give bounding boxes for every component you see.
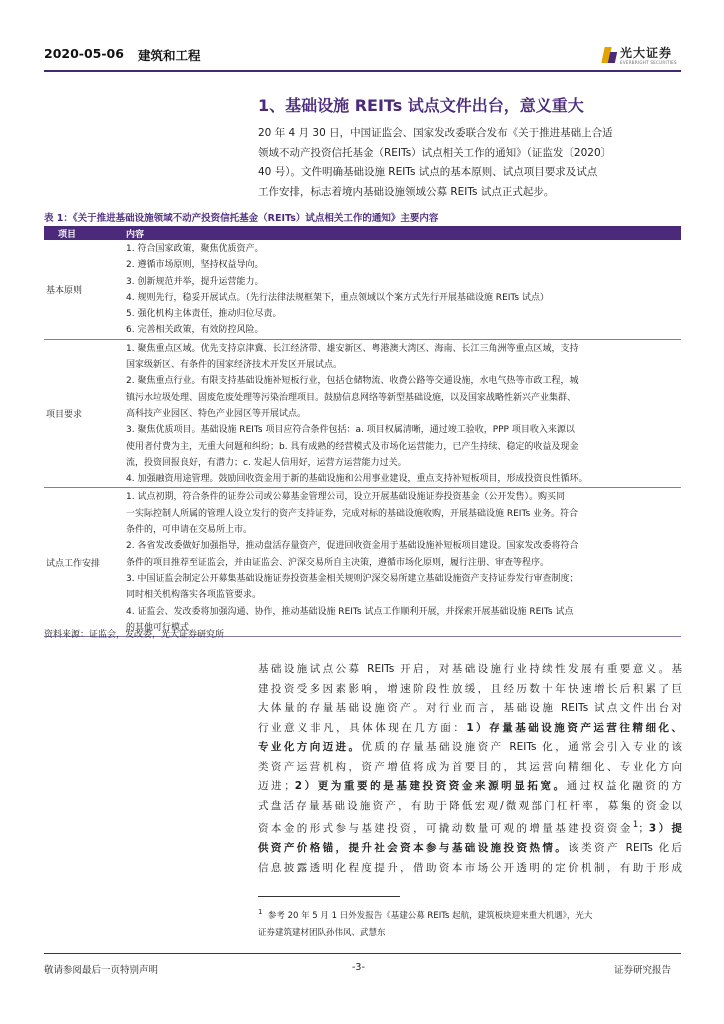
body-line: 大体量的存量基础设施资产。对行业而言，基础设施 REITs 试点文件出台对 [258, 702, 682, 714]
footer-disclaimer: 敬请参阅最后一页特别声明 [44, 965, 159, 976]
content-line: 使用者付费为主，无重大问题和纠纷；b. 具有成熟的经营模式及市场化运营能力，已产生持续、稳定的收益及现金 [126, 441, 579, 452]
content-line: 4. 证监会、发改委将加强沟通、协作，推动基础设施 REITs 试点工作顺利开展，并探索开展基础设施 REITs 试点 [126, 606, 574, 617]
content-line: 2. 各省发改委做好加强指导，推动盘活存量资产，促进回收资金用于基础设施补短板项目建设。国家发改委将符合 [126, 541, 579, 552]
content-line: 高科技产业园区、特色产业园区等开展试点。 [126, 408, 307, 419]
content-line: 2. 聚焦重点行业。有限支持基础设施补短板行业，包括仓储物流、收费公路等交通设施，水电气热等市政工程，城 [126, 376, 579, 387]
body-line: 行业意义非凡，具体体现在几方面：1）存量基础设施资产运营往精细化、 [258, 721, 682, 734]
body-line: 供资产价格锚，提升社会资本参与基础设施投资热情。该类资产 REITs 化后 [258, 842, 682, 854]
report-date: 2020-05-06 [44, 46, 124, 61]
intro-line: 40 号）。文件明确基础设施 REITs 试点的基本原则、试点项目要求及试点 [258, 166, 598, 179]
body-line: 基础设施试点公募 REITs 开启，对基础设施行业持续性发展有重要意义。基 [258, 663, 682, 675]
row-content [124, 488, 681, 636]
table-row [44, 488, 681, 637]
content-line: 的其他可行模式 [126, 622, 190, 633]
footnote-text-cont: 证券建筑建材团队孙伟风、武慧东 [258, 927, 386, 938]
content-line: 一实际控制人所属的管理人设立发行的资产支持证券，完成对标的基础设施收购，开展基础设施 REITs 业务。符合 [126, 508, 579, 519]
header-cell-content: 内容 [126, 229, 145, 240]
row-content [124, 240, 681, 339]
footnote-number: 1 [258, 908, 263, 916]
content-line: 流，投资回报良好，有潜力；c. 发起人信用好，运营方运营能力过关。 [126, 457, 407, 468]
bold-point-2: 2）更为重要的是基建投资资金来源明显拓宽。 [294, 780, 567, 792]
content-line: 6. 完善相关政策，有效防控风险。 [126, 325, 264, 336]
footer-divider [44, 953, 681, 954]
table-source-note: 资料来源：证监会，发改委，光大证券研究所 [44, 630, 225, 640]
footer-doc-type: 证券研究报告 [614, 965, 672, 976]
body-line: 专业化方向迈进。优质的存量基础设施资产 REITs 化，通常会引入专业的该 [258, 741, 682, 753]
body-line: 建投资受多因素影响，增速阶段性放缓，且经历数十年快速增长后积累了巨 [258, 682, 682, 695]
logo-english-text: EVERBRIGHT SECURITIES [620, 60, 677, 65]
body-line: 资本金的形式参与基建投资，可撬动数量可观的增量基建投资资金$^1$；3）提 [258, 820, 682, 835]
body-line: 类资产运营机构，资产增值将成为首要目的，其运营向精细化、专业化方向 [258, 760, 682, 773]
content-line: 4. 加强融资用途管理。鼓励回收资金用于新的基础设施和公用事业建设，重点支持补短板项目，形成投资良性循环。 [126, 474, 588, 485]
content-line: 4. 规则先行，稳妥开展试点。（先行法律法规框架下，重点领域以个案方式先行开展基础设施 REITs 试点） [126, 292, 549, 303]
content-line: 2. 遵循市场原则，坚持权益导向。 [126, 260, 264, 271]
body-line: 式盘活存量基础设施资产，有助于降低宏观/微观部门杠杆率，募集的资金以 [258, 799, 682, 812]
report-header [44, 46, 200, 64]
table-row [44, 340, 681, 489]
footnote [258, 904, 682, 942]
content-line: 3. 聚焦优质项目。基础设施 REITs 项目应符合条件包括：a. 项目权属清晰，通过竣工验收，PPP 项目收入来源以 [126, 425, 575, 436]
everbright-logo [601, 44, 681, 68]
table-row [44, 240, 681, 340]
table-header [44, 226, 681, 240]
footnote-divider [258, 896, 400, 897]
content-line: 1. 试点初期，符合条件的证券公司或公募基金管理公司，设立开展基础设施证券投资基金（公开发售）。购买同 [126, 492, 565, 503]
header-cell-item: 项目 [58, 229, 77, 240]
content-line: 3. 中国证监会制定公开募集基础设施证券投资基金相关规则沪深交易所建立基础设施资产支持证券发行审查制度； [126, 573, 579, 584]
body-line: 迈进；2）更为重要的是基建投资资金来源明显拓宽。通过权益化融资的方 [258, 780, 682, 792]
logo-text: 光大证券 [620, 46, 673, 60]
header-divider [44, 70, 681, 72]
intro-paragraph [258, 124, 682, 202]
bold-point-1: 1）存量基础设施资产运营往精细化、 [466, 721, 682, 734]
content-line: 1. 聚焦重点区域。优先支持京津冀、长江经济带、雄安新区、粤港澳大湾区、海南、长江三角洲等重点区域，支持 [126, 343, 579, 354]
logo-mark-icon [601, 46, 616, 66]
intro-line: 20 年 4 月 30 日，中国证监会、国家发改委联合发布《关于推进基础上合适 [258, 127, 613, 139]
content-line: 5. 强化机构主体责任，推动归位尽责。 [126, 309, 282, 320]
bold-point-3: 3）提 [648, 822, 682, 835]
row-content [124, 340, 681, 488]
bold-point-1-cont: 专业化方向迈进。 [258, 741, 362, 753]
table-caption: 表 1：《关于推进基础设施领域不动产投资信托基金（REITs）试点相关工作的通知》主要内容 [44, 213, 439, 224]
body-paragraph [258, 660, 682, 878]
row-item-label: 试点工作安排 [46, 558, 101, 569]
content-line: 同时相关机构落实各项监管要求。 [126, 590, 262, 601]
intro-line: 工作安排，标志着境内基础设施领域公募 REITs 试点正式起步。 [258, 185, 555, 198]
footnote-ref[interactable]: 1 [632, 820, 639, 830]
content-line: 条件的，可申请在交易所上市。 [126, 525, 253, 536]
content-line: 3. 创新规范并举，提升运营能力。 [126, 276, 264, 287]
page-number: -3- [352, 962, 365, 973]
content-line: 1. 符合国家政策，聚焦优质资产。 [126, 244, 264, 254]
body-line: 信息披露透明化程度提升，借助资本市场公开透明的定价机制，有助于形成 [258, 861, 682, 874]
row-item-label: 项目要求 [46, 410, 83, 421]
content-line: 镇污水垃圾处理、固废危废处理等污染治理项目。鼓励信息网络等新型基础设施，以及国家战略性新兴产业集群、 [126, 392, 577, 403]
row-item-label: 基本原则 [46, 285, 83, 296]
bold-point-3-cont: 供资产价格锚，提升社会资本参与基础设施投资热情。 [258, 842, 569, 854]
intro-line: 领域不动产投资信托基金（REITs）试点相关工作的通知》（证监发〔2020〕 [258, 146, 612, 159]
content-line: 国家级新区、有条件的国家经济技术开发区开展试点。 [126, 360, 343, 371]
policy-table [44, 226, 681, 637]
content-line: 条件的项目推荐至证监会，并由证监会、沪深交易所自主决策，遵循市场化原则，履行注册、审查等程序。 [126, 557, 550, 568]
footnote-text: 参考 20 年 5 月 1 日外发报告《基建公募 REITs 起航，建筑板块迎来重大机遇》，光大 [267, 910, 593, 921]
section-title: 1、基础设施 REITs 试点文件出台，意义重大 [258, 96, 584, 115]
report-sector: 建筑和工程 [137, 48, 201, 63]
